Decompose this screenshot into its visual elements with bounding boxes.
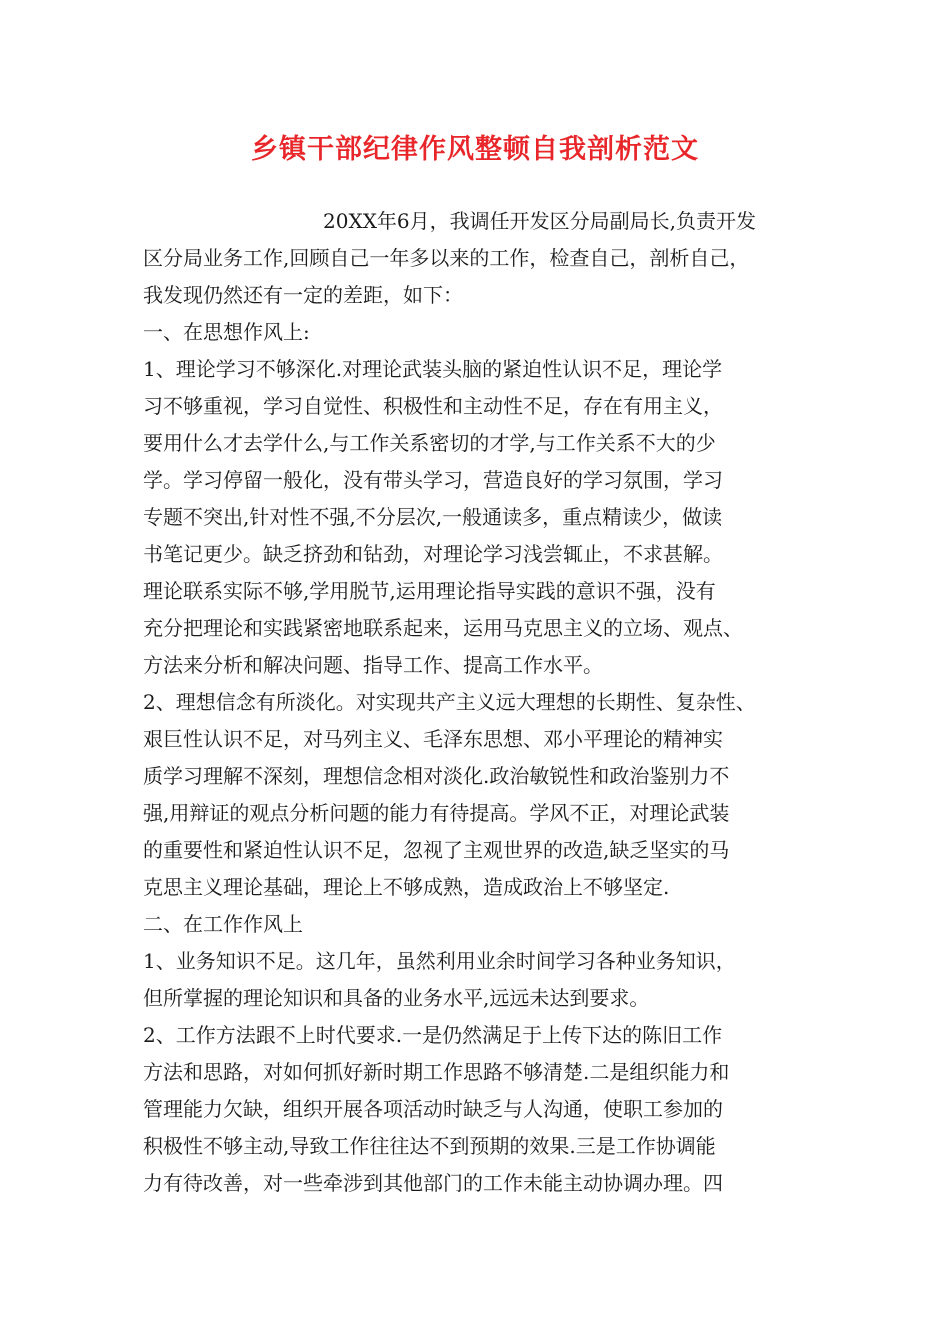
text-line: 质学习理解不深刻，理想信念相对淡化.政治敏锐性和政治鉴别力不 [143,764,730,788]
text-line: 管理能力欠缺，组织开展各项活动时缺乏与人沟通，使职工参加的 [143,1097,723,1121]
text-line: 1、业务知识不足。这几年，虽然利用业余时间学习各种业务知识， [143,949,736,973]
text-line: 要用什么才去学什么,与工作关系密切的才学,与工作关系不大的少 [143,431,716,455]
text-line: 书笔记更少。缺乏挤劲和钻劲，对理论学习浅尝辄止，不求甚解。 [143,542,723,566]
text-line: 习不够重视，学习自觉性、积极性和主动性不足，存在有用主义， [143,394,723,418]
text-line: 力有待改善，对一些牵涉到其他部门的工作未能主动协调办理。四 [143,1171,723,1195]
text-line: 我发现仍然还有一定的差距，如下： [143,283,463,307]
text-line: 2、工作方法跟不上时代要求.一是仍然满足于上传下达的陈旧工作 [143,1023,723,1047]
text-line: 20XX年6月，我调任开发区分局副局长,负责开发 [323,209,757,233]
text-line: 2、理想信念有所淡化。对实现共产主义远大理想的长期性、复杂性、 [143,690,756,714]
text-line: 但所掌握的理论知识和具备的业务水平,远远未达到要求。 [143,986,650,1010]
text-line: 积极性不够主动,导致工作往往达不到预期的效果.三是工作协调能 [143,1134,716,1158]
section-heading: 二、在工作作风上 [143,912,303,936]
text-line: 充分把理论和实践紧密地联系起来，运用马克思主义的立场、观点、 [143,616,743,640]
text-line: 克思主义理论基础，理论上不够成熟，造成政治上不够坚定. [143,875,670,899]
text-line: 方法来分析和解决问题、指导工作、提高工作水平。 [143,653,603,677]
text-line: 方法和思路，对如何抓好新时期工作思路不够清楚.二是组织能力和 [143,1060,730,1084]
document-title: 乡镇干部纪律作风整顿自我剖析范文 [251,134,699,165]
text-line: 学。学习停留一般化，没有带头学习，营造良好的学习氛围，学习 [143,468,723,492]
document-body [143,203,823,1202]
text-line: 专题不突出,针对性不强,不分层次,一般通读多，重点精读少，做读 [143,505,723,529]
text-line: 1、理论学习不够深化.对理论武装头脑的紧迫性认识不足，理论学 [143,357,723,381]
text-line: 的重要性和紧迫性认识不足，忽视了主观世界的改造,缺乏坚实的马 [143,838,730,862]
text-line: 理论联系实际不够,学用脱节,运用理论指导实践的意识不强，没有 [143,579,716,603]
section-heading: 一、在思想作风上: [143,320,310,344]
text-line: 艰巨性认识不足，对马列主义、毛泽东思想、邓小平理论的精神实 [143,727,723,751]
text-line: 区分局业务工作,回顾自己一年多以来的工作，检查自己，剖析自己， [143,246,750,270]
text-line: 强,用辩证的观点分析问题的能力有待提高。学风不正，对理论武装 [143,801,730,825]
